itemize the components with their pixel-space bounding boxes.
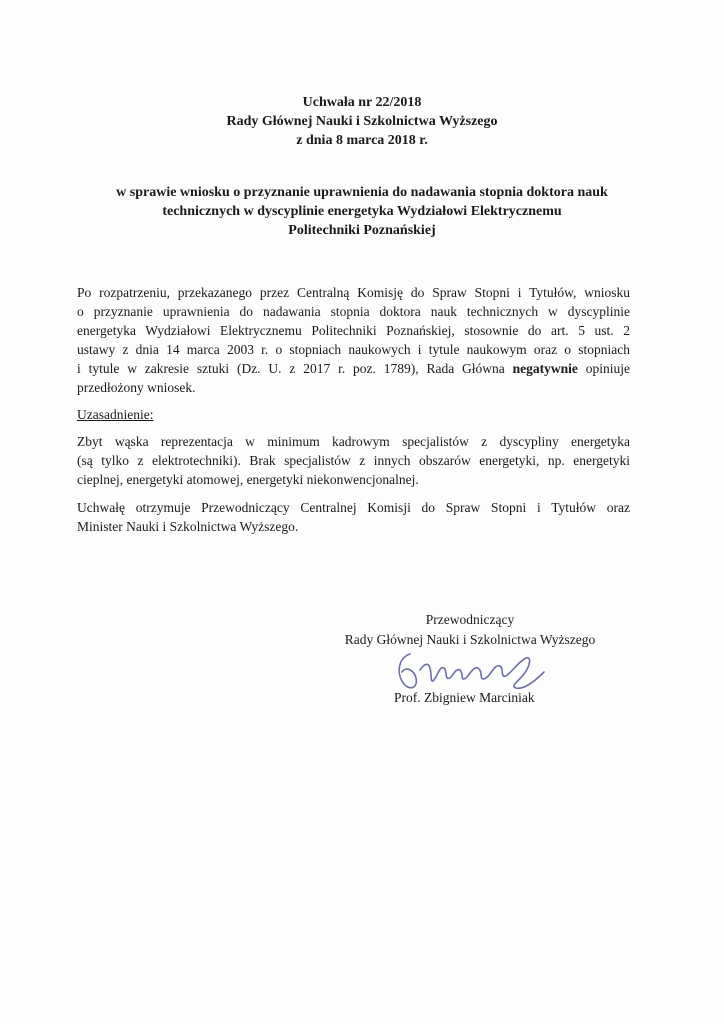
paragraph-line: o przyznanie uprawnienia do nadawania stopnia doktora nauk technicznych w dyscyplinie xyxy=(77,304,630,319)
paragraph-text: opiniuje xyxy=(585,361,630,376)
paragraph-line: (są tylko z elektrotechniki). Brak specjalistów z innych obszarów energetyki, np. energetyki xyxy=(77,453,630,468)
paragraph-line: Uchwałę otrzymuje Przewodniczący Centralnej Komisji do Spraw Stopni i Tytułów oraz xyxy=(77,500,630,515)
paragraph-text: i tytule w zakresie sztuki (Dz. U. z 2017 r. poz. 1789), Rada Główna xyxy=(77,361,505,376)
subject-line: Politechniki Poznańskiej xyxy=(288,223,436,238)
resolution-subject xyxy=(0,183,724,240)
signatory-body: Rady Głównej Nauki i Szkolnictwa Wyższego xyxy=(344,632,596,647)
paragraph-line: energetyka Wydziałowi Elektrycznemu Politechniki Poznańskiej, stosownie do art. 5 ust. 2 xyxy=(77,323,630,338)
signatory-name: Prof. Zbigniew Marciniak xyxy=(394,690,535,705)
justification-paragraph xyxy=(77,432,630,489)
resolution-paragraph xyxy=(77,283,630,397)
justification-heading: Uzasadnienie: xyxy=(77,407,154,422)
paragraph-line: Zbyt wąska reprezentacja w minimum kadrowym specjalistów z dyscypliny energetyka xyxy=(77,434,630,449)
recipients-paragraph xyxy=(77,498,630,536)
title-issuer: Rady Głównej Nauki i Szkolnictwa Wyższego xyxy=(226,114,498,129)
subject-line: w sprawie wniosku o przyznanie uprawnienia do nadawania stopnia doktora nauk xyxy=(116,185,608,200)
paragraph-line: przedłożony wniosek. xyxy=(77,380,196,395)
title-number: Uchwała nr 22/2018 xyxy=(302,95,422,110)
paragraph-line xyxy=(77,359,630,378)
resolution-title xyxy=(0,93,724,150)
paragraph-line: Minister Nauki i Szkolnictwa Wyższego. xyxy=(77,519,299,534)
title-date: z dnia 8 marca 2018 r. xyxy=(296,133,428,148)
paragraph-line: cieplnej, energetyki atomowej, energetyki niekonwencjonalnej. xyxy=(77,472,419,487)
subject-line: technicznych w dyscyplinie energetyka Wydziałowi Elektrycznemu xyxy=(162,204,562,219)
decision-word: negatywnie xyxy=(512,361,578,376)
paragraph-line: ustawy z dnia 14 marca 2003 r. o stopniach naukowych i tytule naukowym oraz o stopniach xyxy=(77,342,630,357)
signatory-role: Przewodniczący xyxy=(425,612,515,627)
paragraph-line: Po rozpatrzeniu, przekazanego przez Centralną Komisję do Spraw Stopni i Tytułów, wniosku xyxy=(77,285,630,300)
